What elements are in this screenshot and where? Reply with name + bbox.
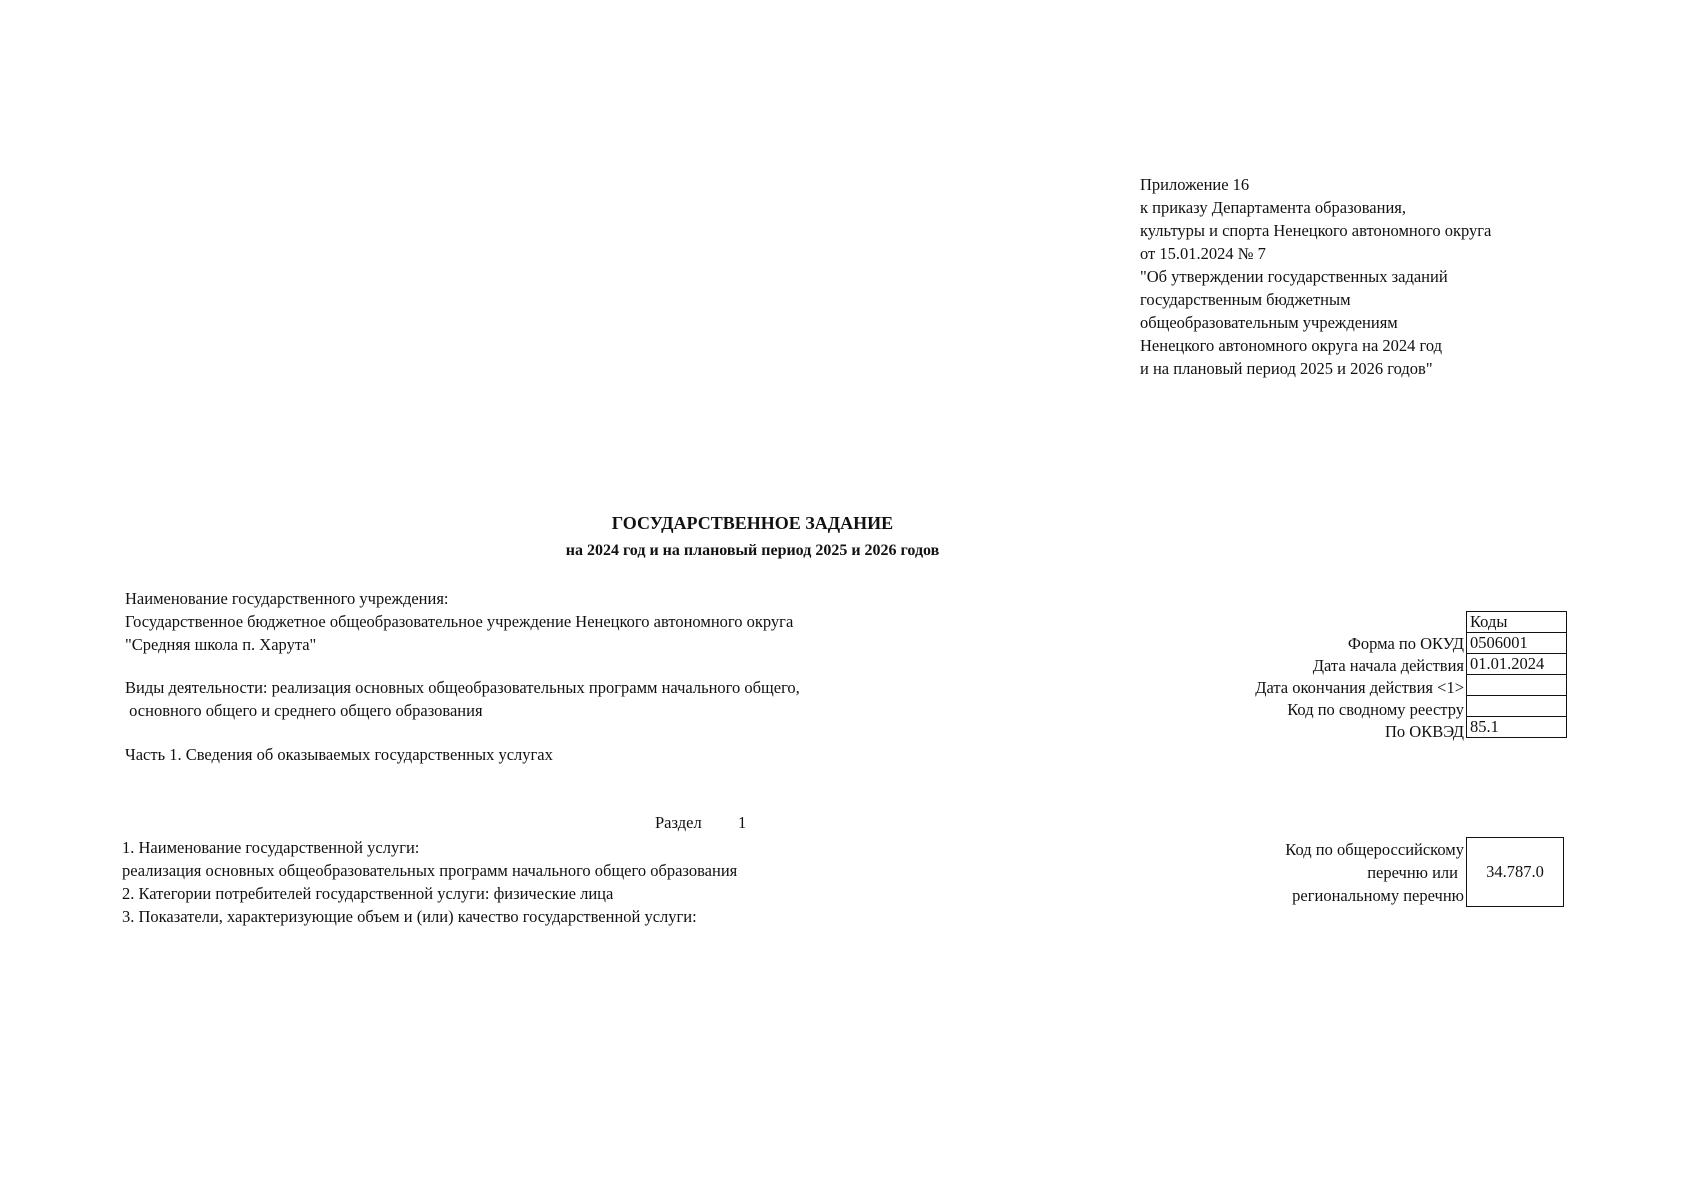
code-label-okud: Форма по ОКУД bbox=[1347, 634, 1464, 653]
document-title: ГОСУДАРСТВЕННОЕ ЗАДАНИЕ bbox=[611, 513, 894, 533]
code-label-okved: По ОКВЭД bbox=[1385, 722, 1464, 741]
section-number: 1 bbox=[737, 813, 747, 832]
code-value-okud: 0506001 bbox=[1467, 633, 1567, 654]
appendix-line: к приказу Департамента образования, bbox=[1140, 198, 1407, 217]
appendix-line: "Об утверждении государственных заданий bbox=[1140, 267, 1448, 286]
appendix-line: культуры и спорта Ненецкого автономного округа bbox=[1140, 221, 1492, 240]
appendix-line: государственным бюджетным bbox=[1140, 290, 1351, 309]
codes-header: Коды bbox=[1467, 612, 1567, 633]
okpd-code-box: 34.787.0 bbox=[1466, 837, 1564, 907]
activities-line: Виды деятельности: реализация основных общеобразовательных программ начального общего, bbox=[125, 678, 800, 697]
appendix-line: общеобразовательным учреждениям bbox=[1140, 313, 1398, 332]
section-item: 2. Категории потребителей государственной услуги: физические лица bbox=[122, 884, 614, 903]
section-item: 3. Показатели, характеризующие объем и (или) качество государственной услуги: bbox=[122, 907, 697, 926]
code-label-start-date: Дата начала действия bbox=[1312, 656, 1464, 675]
section-heading bbox=[655, 811, 746, 834]
codes-labels bbox=[1255, 633, 1464, 743]
section-items bbox=[122, 836, 737, 928]
appendix-line: от 15.01.2024 № 7 bbox=[1140, 244, 1266, 263]
code-value-registry bbox=[1467, 696, 1567, 717]
part-heading: Часть 1. Сведения об оказываемых государственных услугах bbox=[125, 745, 553, 764]
appendix-block bbox=[1140, 173, 1491, 380]
section-item: реализация основных общеобразовательных программ начального общего образования bbox=[122, 861, 738, 880]
document-subtitle: на 2024 год и на плановый период 2025 и 2026 годов bbox=[565, 542, 940, 559]
code-value-end-date bbox=[1467, 675, 1567, 696]
activities-block bbox=[125, 676, 800, 722]
appendix-line: и на плановый период 2025 и 2026 годов" bbox=[1140, 359, 1433, 378]
code-value-start-date: 01.01.2024 bbox=[1467, 654, 1567, 675]
code-label-registry: Код по сводному реестру bbox=[1287, 700, 1464, 719]
code-label-end-date: Дата окончания действия <1> bbox=[1255, 678, 1464, 697]
okpd-label-line: перечню или bbox=[1367, 863, 1458, 882]
institution-label: Наименование государственного учреждения: bbox=[125, 589, 449, 608]
okpd-label-line: региональному перечню bbox=[1292, 886, 1464, 905]
okpd-labels bbox=[1285, 838, 1464, 907]
codes-table bbox=[1466, 611, 1567, 738]
appendix-line: Ненецкого автономного округа на 2024 год bbox=[1140, 336, 1443, 355]
section-item: 1. Наименование государственной услуги: bbox=[122, 838, 420, 857]
institution-block bbox=[125, 587, 793, 656]
institution-name-2: "Средняя школа п. Харута" bbox=[125, 635, 317, 654]
okpd-label-line: Код по общероссийскому bbox=[1285, 840, 1464, 859]
code-value-okved: 85.1 bbox=[1467, 717, 1567, 738]
institution-name: Государственное бюджетное общеобразовательное учреждение Ненецкого автономного округа bbox=[125, 612, 794, 631]
section-label: Раздел bbox=[655, 813, 702, 832]
appendix-line: Приложение 16 bbox=[1140, 175, 1250, 194]
activities-line: основного общего и среднего общего образования bbox=[125, 701, 483, 720]
